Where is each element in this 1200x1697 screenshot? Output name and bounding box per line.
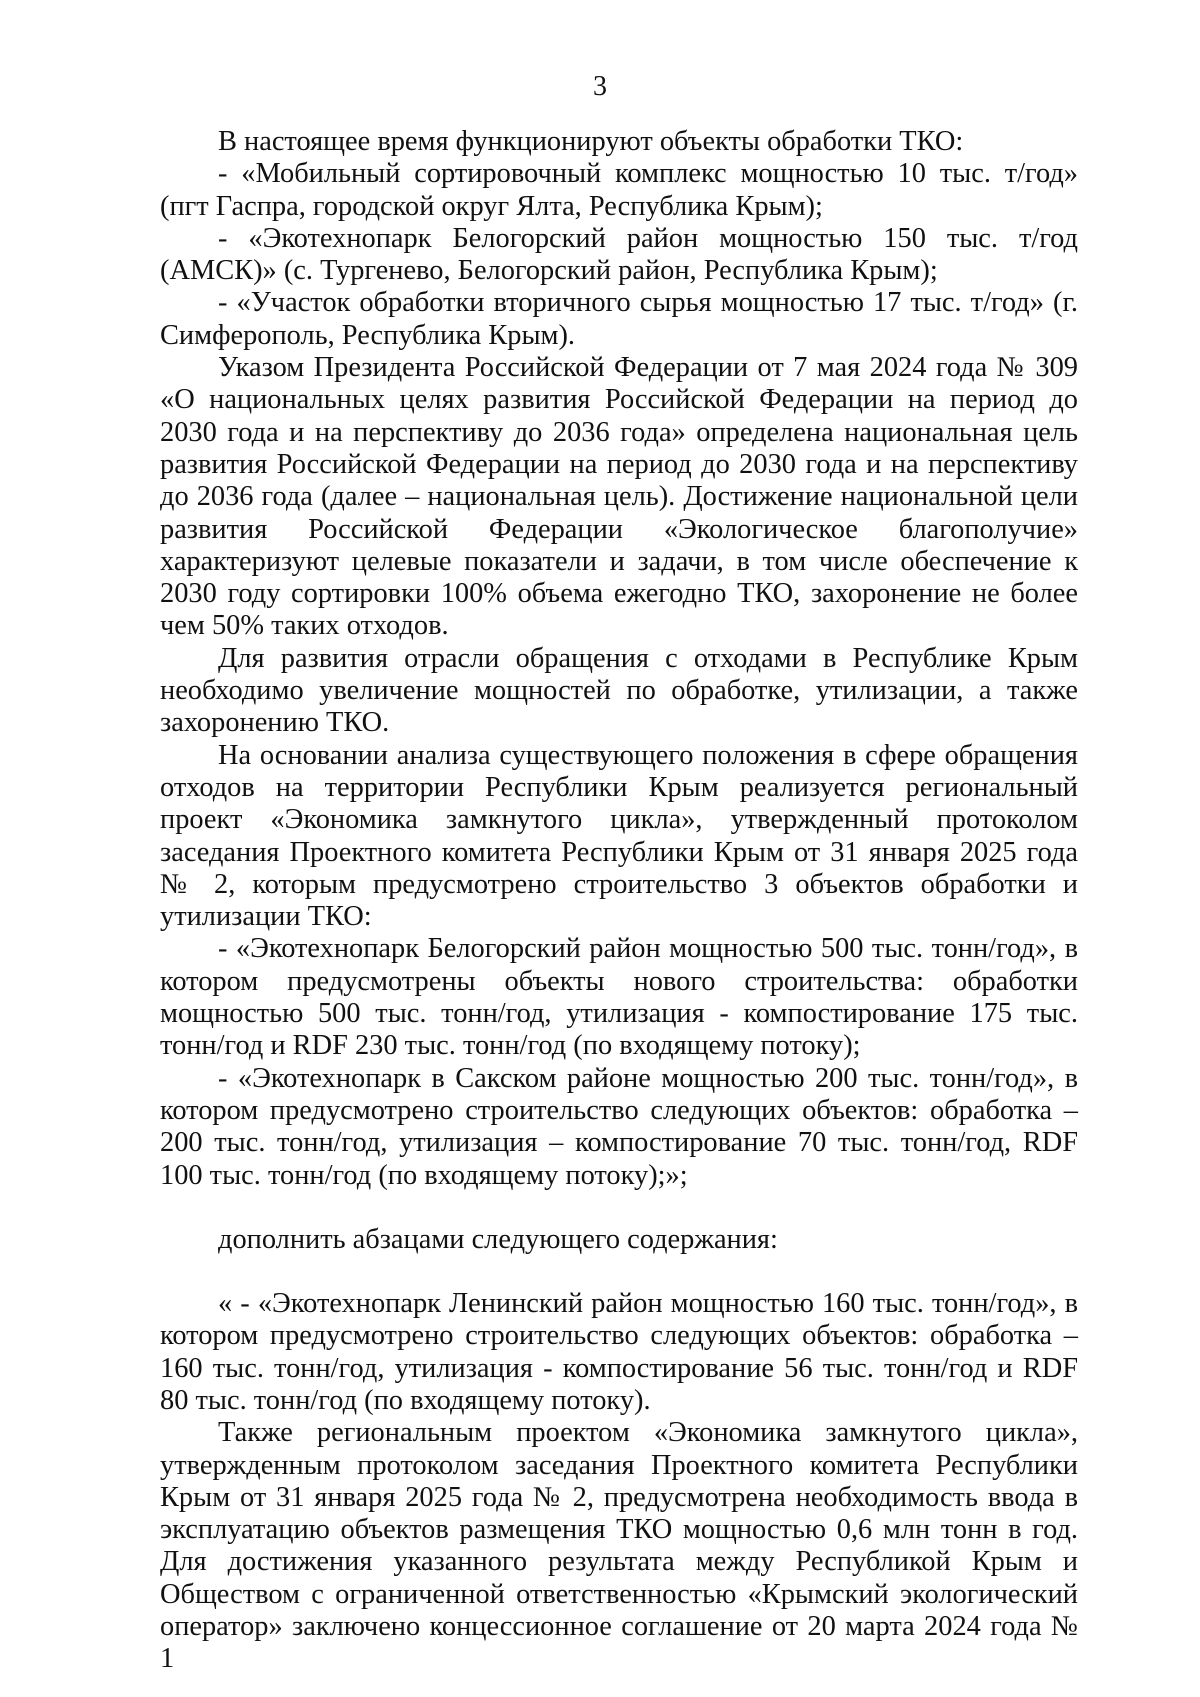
paragraph-concession: Также региональным проектом «Экономика замкнутого цикла», утвержденным протоколом заседания Проектного комитета Республики Крым от 31 января 2025 года № 2, предусмотрена необходимость ввода в эксплуатацию объектов размещения ТКО мощностью 0,6 млн тонн в год. Для достижения указанного результата между Республикой Крым и Обществом с ограниченной ответственностью «Крымский экологический оператор» заключено концессионное соглашение от 20 марта 2024 года № 1: [160, 1417, 1078, 1675]
list-item-simferopol: - «Участок обработки вторичного сырья мощностью 17 тыс. т/год» (г. Симферополь, Республика Крым).: [160, 287, 1078, 351]
paragraph-presidential-decree: Указом Президента Российской Федерации от 7 мая 2024 года № 309 «О национальных целях развития Российской Федерации на период до 2030 года и на перспективу до 2036 года» определена национальная цель развития Российской Федерации на период до 2030 года и на перспективу до 2036 года (далее – национальная цель). Достижение национальной цели развития Российской Федерации «Экологическое благополучие» характеризуют целевые показатели и задачи, в том числе обеспечение к 2030 году сортировки 100% объема ежегодно ТКО, захоронение не более чем 50% таких отходов.: [160, 352, 1078, 642]
document-body: [160, 126, 1078, 1676]
paragraph-regional-project: На основании анализа существующего положения в сфере обращения отходов на территории Республики Крым реализуется региональный проект «Экономика замкнутого цикла», утвержденный протоколом заседания Проектного комитета Республики Крым от 31 января 2025 года № 2, которым предусмотрено строительство 3 объектов обработки и утилизации ТКО:: [160, 739, 1078, 933]
list-item-saki-200: - «Экотехнопарк в Сакском районе мощностью 200 тыс. тонн/год», в котором предусмотрено строительство следующих объектов: обработка – 200 тыс. тонн/год, утилизация – компостирование 70 тыс. тонн/год, RDF 100 тыс. тонн/год (по входящему потоку);»;: [160, 1062, 1078, 1191]
page-number: 3: [593, 71, 607, 102]
paragraph-development: Для развития отрасли обращения с отходами в Республике Крым необходимо увеличение мощностей по обработке, утилизации, а также захоронению ТКО.: [160, 642, 1078, 739]
list-item-mobile-complex: - «Мобильный сортировочный комплекс мощностью 10 тыс. т/год» (пгт Гаспра, городской округ Ялта, Республика Крым);: [160, 158, 1078, 222]
list-item-belogorsk-150: - «Экотехнопарк Белогорский район мощностью 150 тыс. т/год (АМСК)» (с. Тургенево, Белогорский район, Республика Крым);: [160, 222, 1078, 287]
paragraph-intro: В настоящее время функционируют объекты обработки ТКО:: [218, 126, 964, 157]
list-item-lenino-160: « - «Экотехнопарк Ленинский район мощностью 160 тыс. тонн/год», в котором предусмотрено строительство следующих объектов: обработка – 160 тыс. тонн/год, утилизация - компостирование 56 тыс. тонн/год и RDF 80 тыс. тонн/год (по входящему потоку).: [160, 1288, 1078, 1416]
paragraph-amendment: дополнить абзацами следующего содержания:: [218, 1223, 778, 1255]
list-item-belogorsk-500: - «Экотехнопарк Белогорский район мощностью 500 тыс. тонн/год», в котором предусмотрены объекты нового строительства: обработки мощностью 500 тыс. тонн/год, утилизация - компостирование 175 тыс. тонн/год и RDF 230 тыс. тонн/год (по входящему потоку);: [160, 933, 1078, 1062]
